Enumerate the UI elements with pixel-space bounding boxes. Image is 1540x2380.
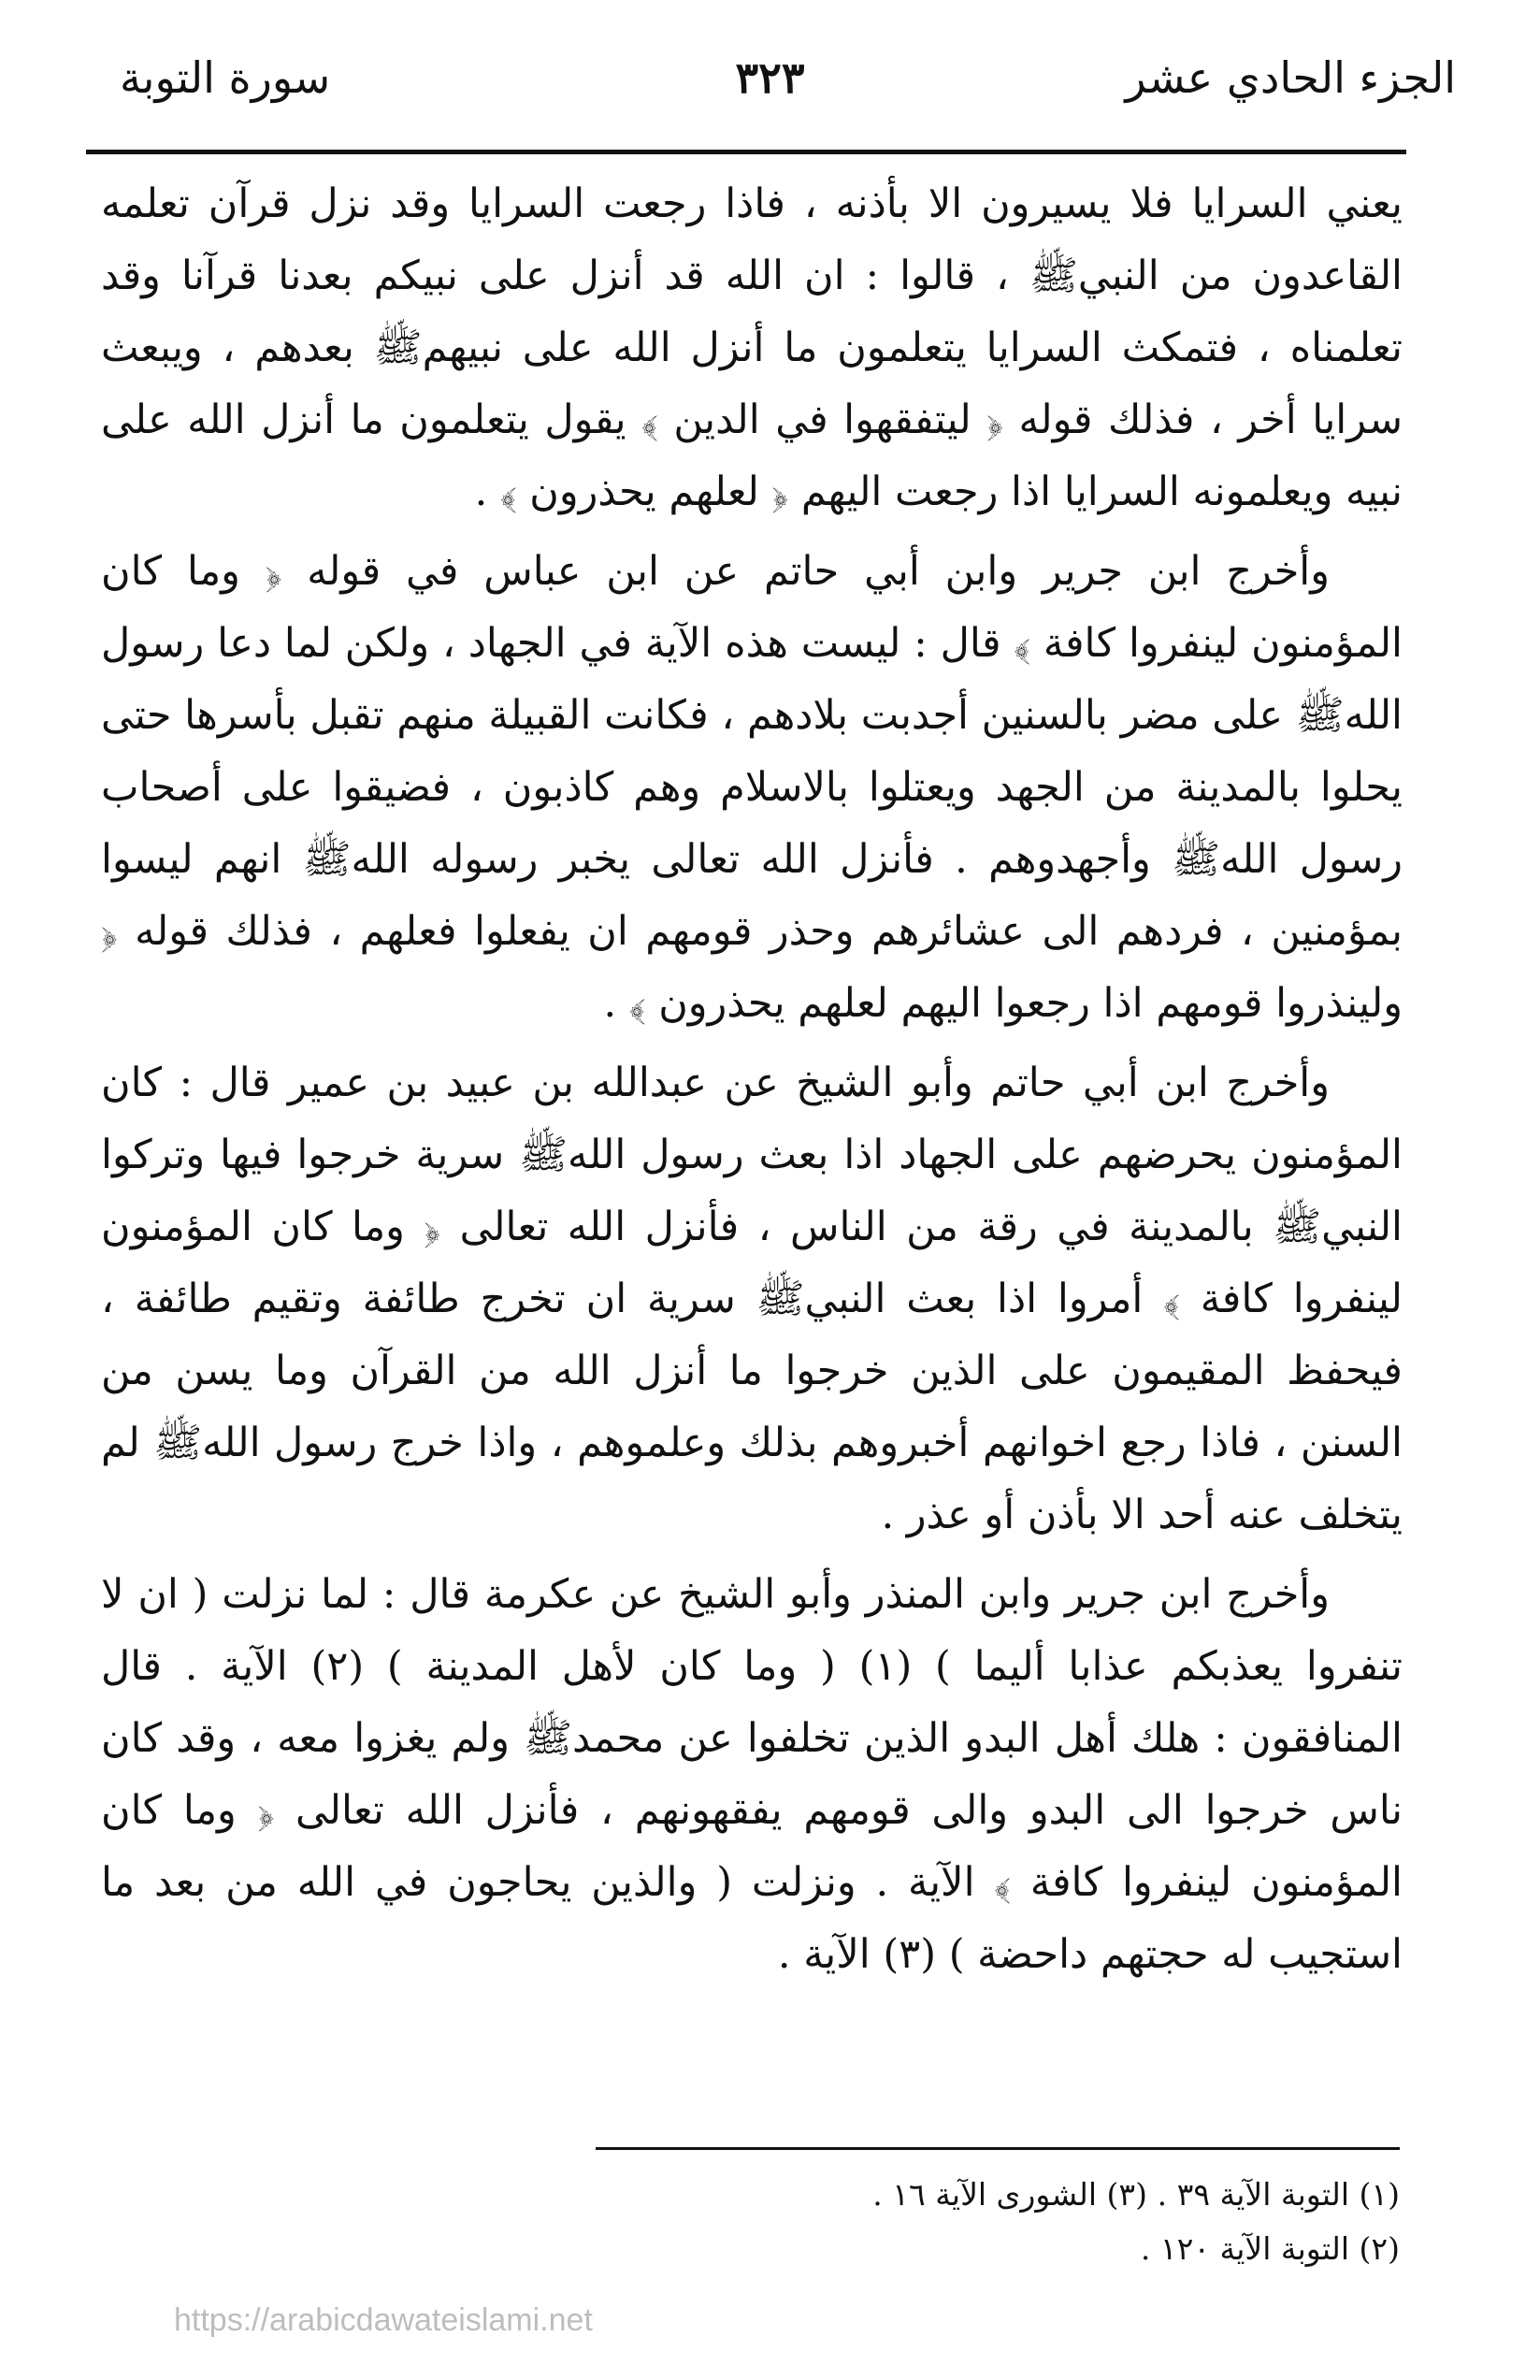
footnote-3: (٣) الشورى الآية ١٦ . (872, 2176, 1147, 2213)
footnotes (558, 2168, 1400, 2276)
running-header-part: الجزء الحادي عشر (1125, 52, 1456, 103)
running-header-surah: سورة التوبة (120, 52, 331, 103)
footnote-row (558, 2168, 1400, 2222)
footnote-2: (٢) التوبة الآية ١٢٠ . (1140, 2230, 1400, 2267)
paragraph: وأخرج ابن جرير وابن المنذر وأبو الشيخ عن عكرمة قال : لما نزلت ( ان لا تنفروا يعذبكم عذابا أليما ) (١) ( وما كان لأهل المدينة ) (٢) الآية . قال المنافقون : هلك أهل البدو الذين تخلفوا عن محمدﷺ ولم يغزوا معه ، وقد كان ناس خرجوا الى البدو والى قومهم يفقهونهم ، فأنزل الله تعالى ﴿ وما كان المؤمنون لينفروا كافة ﴾ الآية . ونزلت ( والذين يحاجون في الله من بعد ما استجيب له حجتهم داحضة ) (٣) الآية . (101, 1571, 1403, 1978)
paragraph: وأخرج ابن جرير وابن أبي حاتم عن ابن عباس في قوله ﴿ وما كان المؤمنون لينفروا كافة ﴾ قال : ليست هذه الآية في الجهاد ، ولكن لما دعا رسول اللهﷺ على مضر بالسنين أجدبت بلادهم ، فكانت القبيلة منهم تقبل بأسرها حتى يحلوا بالمدينة من الجهد ويعتلوا بالاسلام وهم كاذبون ، فضيقوا على أصحاب رسول اللهﷺ وأجهدوهم . فأنزل الله تعالى يخبر رسوله اللهﷺ انهم ليسوا بمؤمنين ، فردهم الى عشائرهم وحذر قومهم ان يفعلوا فعلهم ، فذلك قوله ﴿ ولينذروا قومهم اذا رجعوا اليهم لعلهم يحذرون ﴾ . (101, 548, 1403, 1027)
watermark-url: https://arabicdawateislami.net (174, 2302, 593, 2338)
footnote-1: (١) التوبة الآية ٣٩ . (1157, 2176, 1400, 2213)
paragraph: وأخرج ابن أبي حاتم وأبو الشيخ عن عبدالله بن عبيد بن عمير قال : كان المؤمنون يحرضهم على الجهاد اذا بعث رسول اللهﷺ سرية خرجوا فيها وتركوا النبيﷺ بالمدينة في رقة من الناس ، فأنزل الله تعالى ﴿ وما كان المؤمنون لينفروا كافة ﴾ أمروا اذا بعث النبيﷺ سرية ان تخرج طائفة وتقيم طائفة ، فيحفظ المقيمون على الذين خرجوا ما أنزل الله من القرآن وما يسن من السنن ، فاذا رجع اخوانهم أخبروهم بذلك وعلموهم ، واذا خرج رسول اللهﷺ لم يتخلف عنه أحد الا بأذن أو عذر . (101, 1060, 1403, 1538)
page-number: ٣٢٣ (735, 52, 805, 103)
main-text (101, 168, 1403, 1998)
paragraph: يعني السرايا فلا يسيرون الا بأذنه ، فاذا رجعت السرايا وقد نزل قرآن تعلمه القاعدون من النبيﷺ ، قالوا : ان الله قد أنزل على نبيكم بعدنا قرآنا وقد تعلمناه ، فتمكث السرايا يتعلمون ما أنزل الله على نبيهمﷺ بعدهم ، ويبعث سرايا أخر ، فذلك قوله ﴿ ليتفقهوا في الدين ﴾ يقول يتعلمون ما أنزل الله على نبيه ويعلمونه السرايا اذا رجعت اليهم ﴿ لعلهم يحذرون ﴾ . (101, 180, 1403, 515)
footnote-row (558, 2222, 1400, 2276)
header-rule (86, 150, 1406, 154)
footnote-rule (596, 2147, 1400, 2150)
